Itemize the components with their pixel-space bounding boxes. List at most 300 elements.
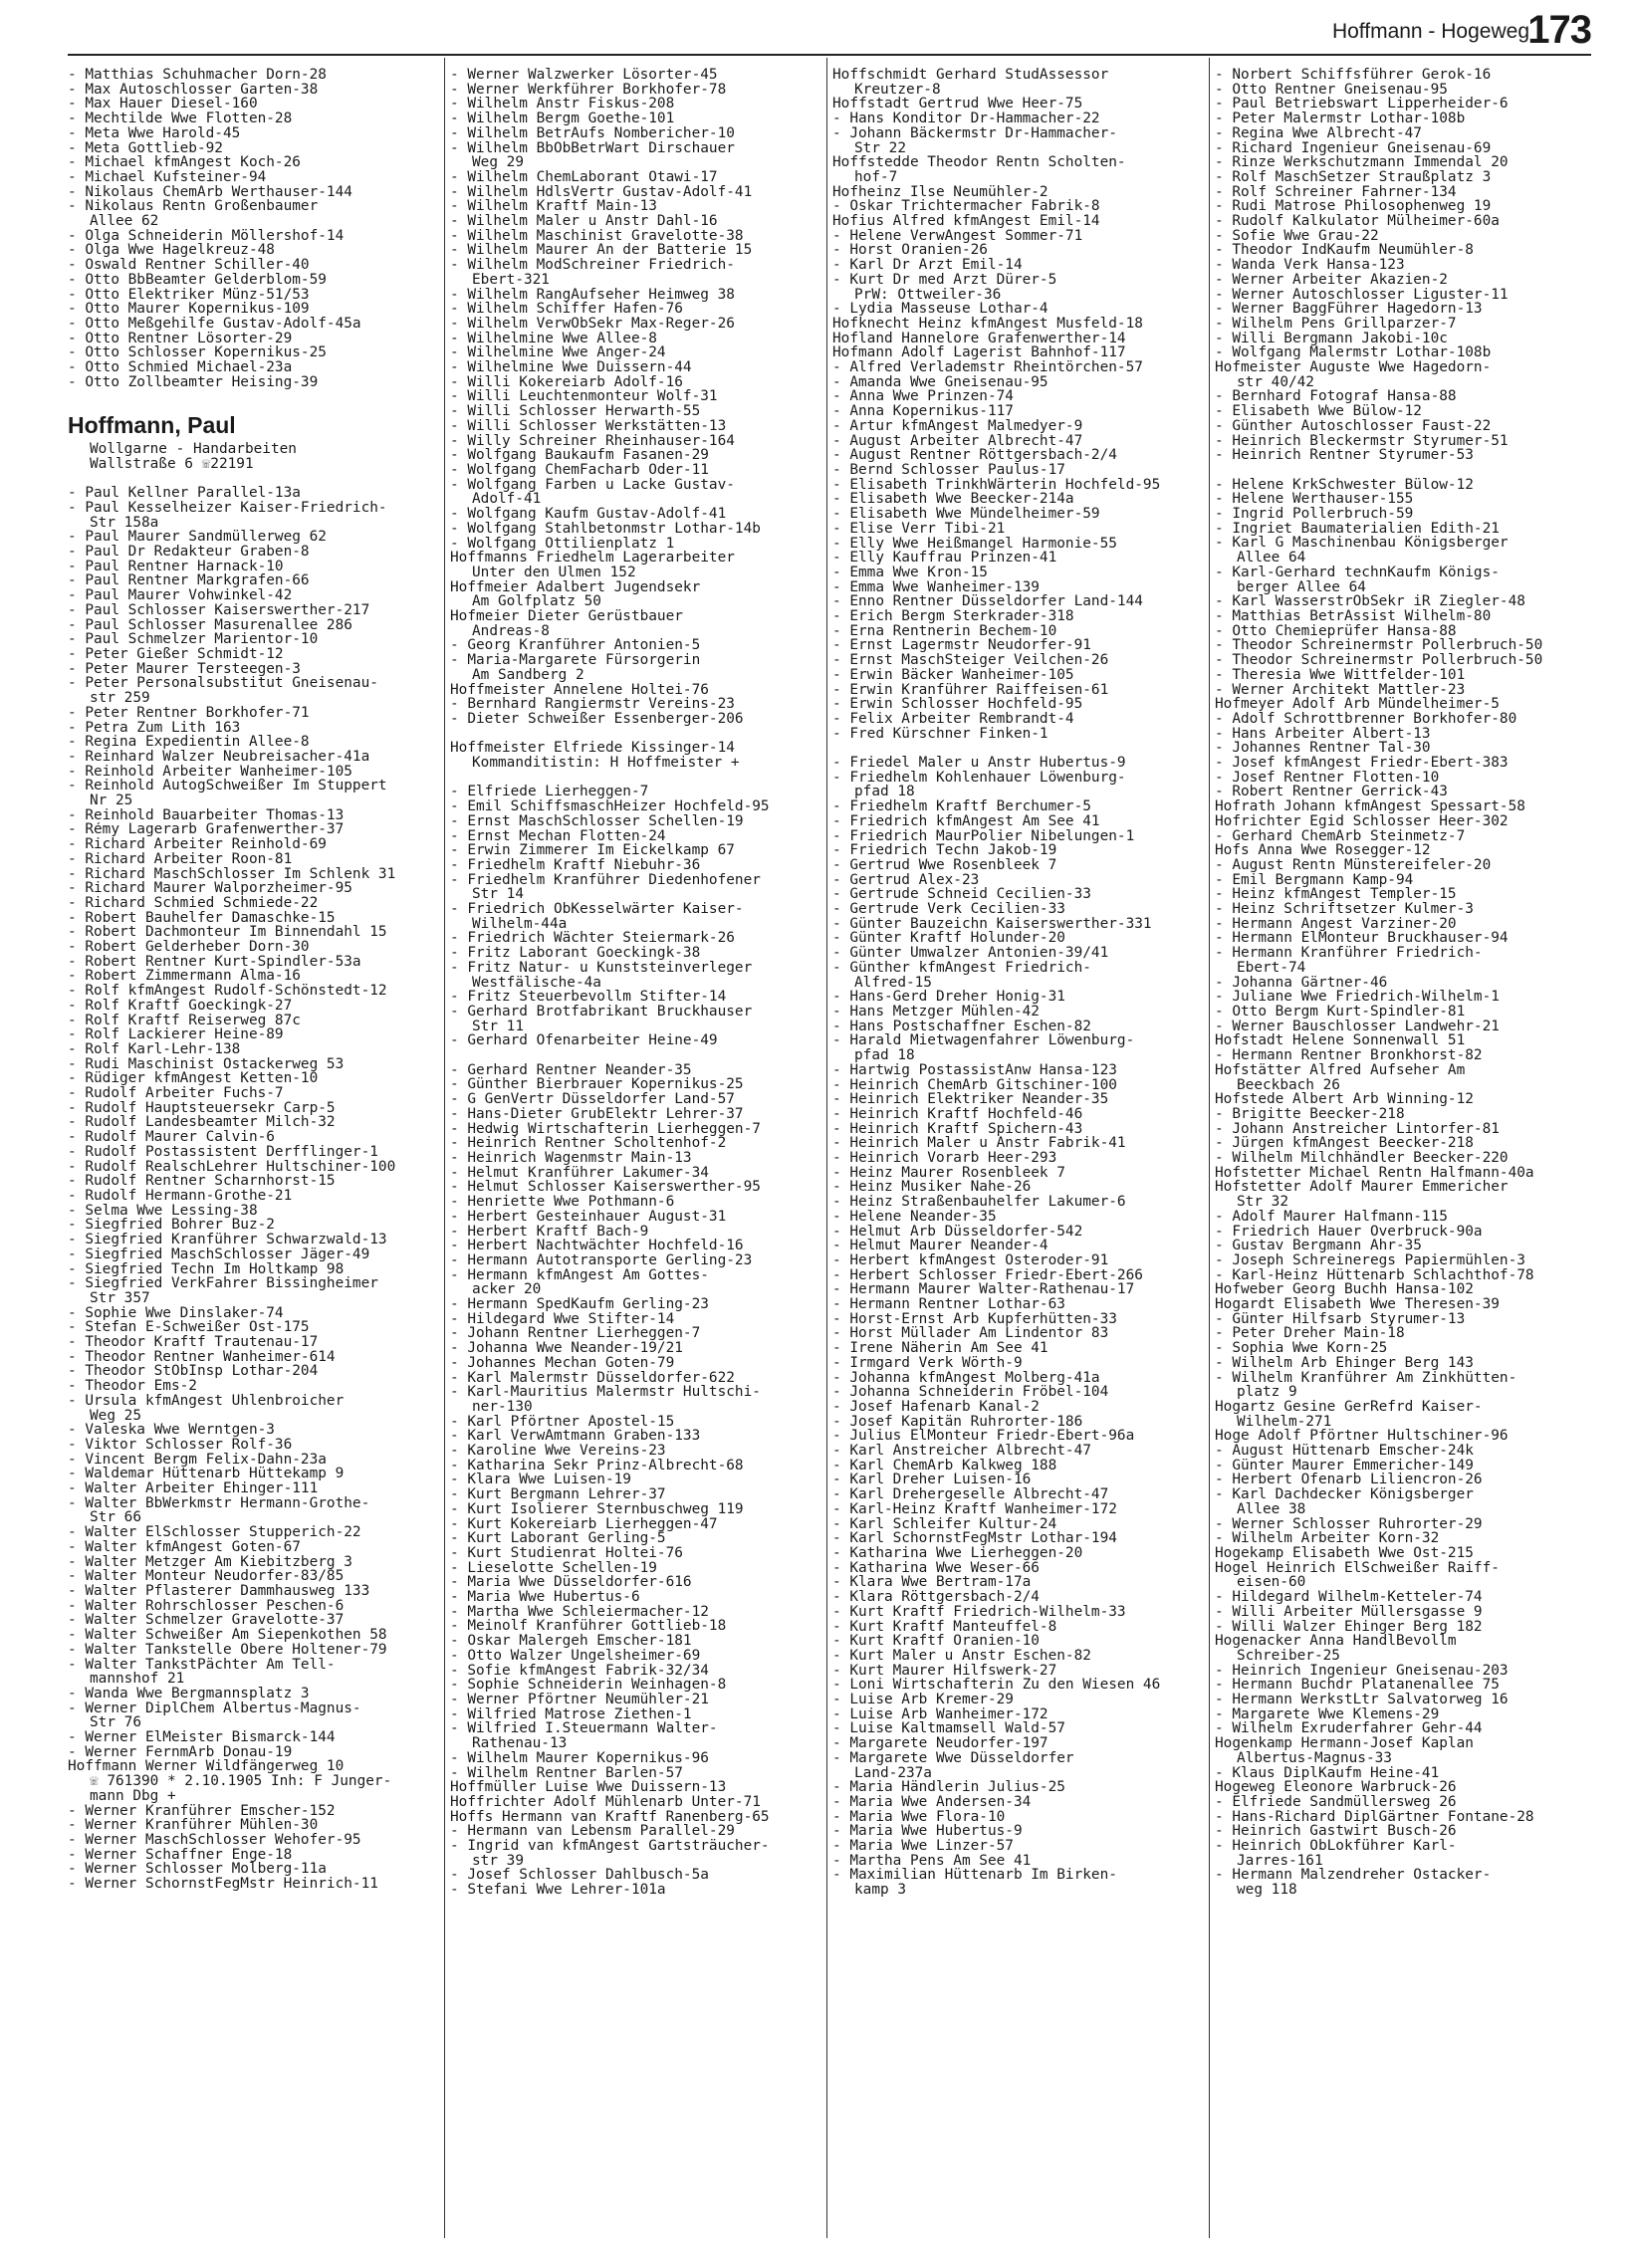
directory-entry: - Hermann kfmAngest Am Gottes- [450,1267,709,1283]
directory-entry: - Loni Wirtschafterin Zu den Wiesen 46 [832,1678,1161,1694]
directory-entry: - Hermann SpedKaufm Gerling-23 [450,1297,709,1312]
directory-entry: - Hermann Malzendreher Ostacker- [1215,1868,1492,1884]
directory-entry: - Günther Autoschlosser Faust-22 [1215,418,1492,434]
directory-entry: - Elisabeth TrinkhWärterin Hochfeld-95 [832,477,1161,493]
directory-entry: - Hermann van Lebensm Parallel-29 [450,1824,735,1840]
directory-entry: - Wilhelm Exruderfahrer Gehr-44 [1215,1721,1483,1737]
directory-entry: - Friedel Maler u Anstr Hubertus-9 [832,756,1126,771]
directory-entry: - Elisabeth Wwe Beecker-214a [832,492,1074,508]
directory-entry: - Willi Walzer Ehinger Berg 182 [1215,1619,1483,1635]
directory-entry: - Elisabeth Wwe Mündelheimer-59 [832,507,1100,522]
directory-entry: - Wolfgang Kaufm Gustav-Adolf-41 [450,507,727,522]
directory-entry: - Richard Arbeiter Roon-81 [68,851,293,867]
directory-entry: - Kurt Bergmann Lehrer-37 [450,1487,666,1502]
entry-continuation: ner-130 [472,1399,533,1415]
running-title: Hoffmann - Hogeweg [1331,20,1529,43]
directory-entry: - Wilhelm Kranführer Am Zinkhütten- [1215,1370,1517,1386]
directory-entry: - Margarete Wwe Klemens-29 [1215,1706,1440,1722]
directory-entry: - Emma Wwe Wanheimer-139 [832,579,1040,595]
directory-entry: - Robert Dachmonteur Im Binnendahl 15 [68,925,387,941]
directory-entry: - Rüdiger kfmAngest Ketten-10 [68,1071,319,1087]
directory-entry: - Friedhelm Kraftf Berchumer-5 [832,799,1091,814]
blank-line [450,727,820,742]
directory-entry: Hoffmanns Friedhelm Lagerarbeiter [450,551,735,566]
directory-entry: Hogenkamp Hermann-Josef Kaplan [1215,1736,1474,1751]
entry-continuation: Str 22 [854,140,906,156]
directory-column-3 [832,68,1201,2238]
directory-entry: - Erwin Bäcker Wanheimer-105 [832,667,1074,683]
directory-entry: Hogenacker Anna HandlBevollm [1215,1634,1457,1649]
directory-entry: - Johanna kfmAngest Molberg-41a [832,1370,1100,1386]
directory-entry: - Wilhelm Maler u Anstr Dahl-16 [450,214,718,229]
directory-entry: - Heinz Straßenbauhelfer Lakumer-6 [832,1195,1126,1210]
directory-entry: - Rolf Karl-Lehr-138 [68,1041,241,1057]
directory-entry: - Wilhelm BetrAufs Nombericher-10 [450,125,735,141]
directory-entry: Hofmeier Dieter Gerüstbauer [450,609,683,624]
directory-entry: - Heinrich Elektriker Neander-35 [832,1092,1109,1107]
directory-entry: - Friedhelm Kraftf Niebuhr-36 [450,857,701,873]
directory-entry: - Maria Wwe Düsseldorfer-616 [450,1575,692,1591]
directory-entry: - Rudolf RealschLehrer Hultschiner-100 [68,1159,396,1175]
directory-entry: - Johann Anstreicher Lintorfer-81 [1215,1121,1500,1137]
directory-entry: - Heinrich ChemArb Gitschiner-100 [832,1077,1117,1093]
directory-entry: Hoge Adolf Pförtner Hultschiner-96 [1215,1429,1509,1445]
directory-entry: - Karl-Heinz Kraftf Wanheimer-172 [832,1501,1117,1517]
directory-entry: - Margarete Wwe Düsseldorfer [832,1750,1074,1766]
directory-entry: - Werner BaggFührer Hagedorn-13 [1215,302,1483,317]
blank-line [450,1048,820,1063]
directory-entry: - Rémy Lagerarb Grafenwerther-37 [68,822,345,838]
directory-entry: Hoffstadt Gertrud Wwe Heer-75 [832,97,1083,113]
directory-entry: - Jürgen kfmAngest Beecker-218 [1215,1136,1474,1152]
directory-entry: Hoffmüller Luise Wwe Duissern-13 [450,1780,727,1795]
directory-entry: - Wolfgang Stahlbetonmstr Lothar-14b [450,521,761,537]
directory-entry: - Hans-Dieter GrubElektr Lehrer-37 [450,1106,744,1122]
directory-entry: - Rolf Lackierer Heine-89 [68,1027,284,1042]
entry-continuation: Wallstraße 6 ☏22191 [90,456,254,472]
directory-entry: - Hans-Richard DiplGärtner Fontane-28 [1215,1809,1534,1825]
directory-entry: - Werner SchornstFegMstr Heinrich-11 [68,1877,378,1892]
directory-entry: - Maria-Margarete Fürsorgerin [450,653,701,668]
directory-entry: - Olga Wwe Hagelkreuz-48 [68,243,275,259]
directory-entry: - Heinrich Gastwirt Busch-26 [1215,1824,1457,1840]
directory-entry: - Willi Kokereiarb Adolf-16 [450,374,683,390]
directory-entry: - Werner Architekt Mattler-23 [1215,682,1466,698]
directory-entry: - Peter Rentner Borkhofer-71 [68,705,310,721]
directory-entry: - Wolfgang Ottilienplatz 1 [450,536,675,552]
entry-continuation: Alfred-15 [854,975,932,991]
entry-continuation: Unter den Ulmen 152 [472,565,636,580]
directory-entry: - Horst-Ernst Arb Kupferhütten-33 [832,1311,1117,1327]
directory-entry: - Helmut Maurer Neander-4 [832,1239,1048,1253]
directory-entry: - Rolf Kraftf Reiserweg 87c [68,1013,301,1028]
directory-entry: - Kurt Maurer Hilfswerk-27 [832,1663,1057,1679]
directory-entry: - Josef Schlosser Dahlbusch-5a [450,1868,709,1884]
directory-entry: - Olga Schneiderin Möllershof-14 [68,228,345,244]
directory-entry: Hofstede Albert Arb Winning-12 [1215,1092,1474,1107]
entry-continuation: ☏ 761390 * 2.10.1905 Inh: F Junger- [90,1774,392,1789]
directory-entry: - Hans Konditor Dr-Hammacher-22 [832,112,1100,126]
directory-entry: - Martha Wwe Schleiermacher-12 [450,1604,709,1620]
directory-entry: - Rudolf Postassistent Derfflinger-1 [68,1144,378,1160]
entry-continuation: kamp 3 [854,1883,906,1898]
section-heading: Hoffmann, Paul [68,412,236,439]
directory-entry: - Josef Hafenarb Kanal-2 [832,1399,1040,1415]
directory-entry: - Herbert Kraftf Bach-9 [450,1224,649,1240]
entry-continuation: Ebert-74 [1237,960,1306,976]
directory-entry: - Robert Rentner Kurt-Spindler-53a [68,954,361,970]
directory-entry: Hofheinz Ilse Neumühler-2 [832,184,1048,200]
directory-entry: Hofstätter Alfred Aufseher Am [1215,1062,1466,1078]
directory-entry: - Waldemar Hüttenarb Hüttekamp 9 [68,1467,345,1482]
directory-entry: - Willy Schreiner Rheinhauser-164 [450,433,735,449]
entry-continuation: Str 11 [472,1019,524,1034]
directory-entry: - Otto Chemieprüfer Hansa-88 [1215,623,1457,639]
directory-entry: - Heinrich Kraftf Spichern-43 [832,1121,1083,1137]
entry-continuation: eisen-60 [1237,1575,1306,1591]
directory-entry: - Werner Autoschlosser Liguster-11 [1215,287,1509,303]
directory-entry: - Otto Schmied Michael-23a [68,360,293,375]
directory-entry: - Heinrich Wagenmstr Main-13 [450,1150,692,1166]
directory-entry: - Willi Schlosser Herwarth-55 [450,404,701,419]
directory-entry: - Georg Kranführer Antonien-5 [450,638,701,654]
directory-entry: - Kurt Kokereiarb Lierheggen-47 [450,1516,718,1532]
directory-entry: - Matthias BetrAssist Wilhelm-80 [1215,609,1492,624]
directory-entry: - Michael Kufsteiner-94 [68,169,267,185]
directory-entry: - Bernhard Fotograf Hansa-88 [1215,389,1457,405]
directory-entry: - Rudolf Maurer Calvin-6 [68,1130,275,1145]
directory-entry: Hoffstedde Theodor Rentn Scholten- [832,155,1126,170]
directory-entry: - Heinrich Ingenieur Gneisenau-203 [1215,1663,1509,1679]
directory-entry: - Werner Schlosser Molberg-11a [68,1862,327,1878]
page-header [0,0,1631,60]
directory-entry: - Emma Wwe Kron-15 [832,565,988,580]
entry-continuation: Jarres-161 [1237,1853,1323,1869]
directory-entry: Hoffschmidt Gerhard StudAssessor [832,68,1109,83]
directory-entry: - Willi Bergmann Jakobi-10c [1215,331,1448,346]
directory-entry: - August Rentn Münstereifeler-20 [1215,857,1492,873]
directory-entry: - Elise Verr Tibi-21 [832,521,1006,537]
directory-entry: - Brigitte Beecker-218 [1215,1106,1405,1122]
directory-entry: - Ernst Mechan Flotten-24 [450,828,666,844]
directory-entry: Hofius Alfred kfmAngest Emil-14 [832,214,1100,229]
entry-continuation: acker 20 [472,1282,542,1298]
entry-continuation: str 39 [472,1853,524,1869]
directory-entry: - Gerhard Rentner Neander-35 [450,1062,692,1078]
directory-entry: Hofstetter Adolf Maurer Emmericher [1215,1180,1509,1196]
directory-entry: - Werner DiplChem Albertus-Magnus- [68,1701,361,1716]
entry-continuation: Am Golfplatz 50 [472,594,601,610]
directory-entry: - Fritz Laborant Goeckingk-38 [450,946,701,961]
directory-entry: - Peter Malermstr Lothar-108b [1215,112,1466,126]
directory-entry: - Wilhelm ModSchreiner Friedrich- [450,258,735,273]
directory-entry: - Johann Rentner Lierheggen-7 [450,1326,701,1342]
directory-entry: - Otto Schlosser Kopernikus-25 [68,345,327,361]
directory-entry: - Josef Kapitän Ruhrorter-186 [832,1414,1083,1430]
blank-line [832,741,1201,756]
directory-entry: - Heinrich Vorarb Heer-293 [832,1151,1057,1166]
directory-entry: - Friedrich Hauer Overbruck-90a [1215,1224,1483,1240]
entry-continuation: Nr 25 [90,794,133,808]
directory-entry: - Heinz Schriftsetzer Kulmer-3 [1215,902,1474,917]
directory-entry: - Rolf Kraftf Goeckingk-27 [68,998,293,1014]
directory-entry: - Karl WasserstrObSekr iR Ziegler-48 [1215,594,1525,609]
directory-entry: - Paul Kesselheizer Kaiser-Friedrich- [68,500,387,516]
directory-entry: - Klara Röttgersbach-2/4 [832,1590,1040,1605]
directory-entry: - Rudi Maschinist Ostackerweg 53 [68,1056,345,1072]
directory-entry: - Friedrich MaurPolier Nibelungen-1 [832,828,1135,844]
column-divider [826,58,827,2238]
directory-entry: - Herbert Schlosser Friedr-Ebert-266 [832,1267,1143,1283]
directory-entry: - Stefani Wwe Lehrer-101a [450,1883,666,1898]
directory-entry: - Hans Arbeiter Albert-13 [1215,726,1431,742]
directory-entry: Hofweber Georg Buchh Hansa-102 [1215,1282,1474,1298]
directory-entry: - Joseph Schreineregs Papiermühlen-3 [1215,1252,1525,1268]
entry-continuation: mann Dbg + [90,1788,176,1804]
directory-entry: - Robert Zimmermann Alma-16 [68,969,301,985]
directory-entry: - Richard MaschSchlosser Im Schlenk 31 [68,866,396,882]
entry-continuation: Wilhelm-271 [1237,1414,1332,1430]
directory-entry: - Helmut Arb Düsseldorfer-542 [832,1224,1083,1240]
directory-entry: - Enno Rentner Düsseldorfer Land-144 [832,594,1143,610]
directory-entry: - Michael kfmAngest Koch-26 [68,155,301,170]
directory-entry: - Klara Wwe Luisen-19 [450,1473,631,1488]
entry-continuation: str 259 [90,691,150,706]
directory-entry: - Horst Müllader Am Lindentor 83 [832,1326,1109,1342]
directory-entry: - Rudolf Landesbeamter Milch-32 [68,1115,336,1131]
directory-entry: - Maria Wwe Andersen-34 [832,1794,1032,1810]
directory-entry: - Theresia Wwe Wittfelder-101 [1215,667,1466,683]
entry-continuation: Str 14 [472,887,524,903]
directory-entry: - Oskar Trichtermacher Fabrik-8 [832,199,1100,215]
directory-entry: - Werner FernmArb Donau-19 [68,1744,293,1760]
directory-entry: - Irmgard Verk Wörth-9 [832,1355,1023,1371]
directory-entry: - Wilhelmine Wwe Duissern-44 [450,360,692,375]
directory-entry: - Walter Schweißer Am Siepenkothen 58 [68,1628,387,1643]
directory-entry: - Maximilian Hüttenarb Im Birken- [832,1868,1117,1884]
entry-continuation: Schreiber-25 [1237,1648,1340,1664]
directory-entry: - Elly Kauffrau Prinzen-41 [832,551,1057,566]
directory-entry: - Hedwig Wirtschafterin Lierheggen-7 [450,1121,761,1137]
directory-entry: - Wolfgang ChemFacharb Oder-11 [450,462,709,478]
directory-entry: - Günther kfmAngest Friedrich- [832,960,1091,976]
directory-entry: - Regina Wwe Albrecht-47 [1215,125,1422,141]
directory-entry: - Helene Neander-35 [832,1209,997,1225]
directory-entry: Hofstadt Helene Sonnenwall 51 [1215,1033,1466,1049]
entry-continuation: Am Sandberg 2 [472,667,584,683]
directory-entry: - Gerhard Ofenarbeiter Heine-49 [450,1033,718,1049]
directory-entry: - Hermann Rentner Bronkhorst-82 [1215,1048,1483,1063]
directory-entry: - Meta Gottlieb-92 [68,140,223,156]
entry-continuation: Andreas-8 [472,623,550,639]
directory-entry: - Bernhard Rangiermstr Vereins-23 [450,697,735,712]
directory-entry: - Katharina Wwe Lierheggen-20 [832,1546,1083,1561]
directory-entry: Hofmann Adolf Lagerist Bahnhof-117 [832,345,1126,361]
directory-entry: - Karl-Gerhard technKaufm Königs- [1215,565,1500,580]
directory-entry: - Herbert Nachtwächter Hochfeld-16 [450,1239,744,1253]
directory-entry: - Wolfgang Baukaufm Fasanen-29 [450,448,709,463]
directory-entry: - G GenVertr Düsseldorfer Land-57 [450,1092,735,1107]
directory-entry: - Johanna Schneiderin Fröbel-104 [832,1385,1109,1400]
directory-entry: - Otto Zollbeamter Heising-39 [68,374,319,390]
directory-entry: - Oskar Malergeh Emscher-181 [450,1634,692,1649]
directory-entry: - Regina Expedientin Allee-8 [68,735,310,750]
directory-entry: - Rudolf Rentner Scharnhorst-15 [68,1174,336,1189]
directory-entry: - Siegfried Kranführer Schwarzwald-13 [68,1233,387,1247]
directory-entry: Hoffmeister Elfriede Kissinger-14 [450,741,735,757]
directory-entry: - Friedrich Wächter Steiermark-26 [450,931,735,947]
directory-entry: - Siegfried MaschSchlosser Jäger-49 [68,1247,370,1262]
directory-entry: - Maria Wwe Linzer-57 [832,1839,1014,1854]
directory-entry: - Robert Bauhelfer Damaschke-15 [68,910,336,926]
directory-entry: - Nikolaus Rentn Großenbaumer [68,199,319,215]
directory-entry: Hogeweg Eleonore Warbruck-26 [1215,1780,1457,1795]
entry-continuation: Wollgarne - Handarbeiten [90,442,297,457]
directory-entry: - Karl Malermstr Düsseldorfer-622 [450,1370,735,1386]
directory-entry: - Werner Kranführer Emscher-152 [68,1803,336,1819]
directory-entry: - Hildegard Wwe Stifter-14 [450,1311,675,1327]
directory-entry: - Wilhelm Milchhändler Beecker-220 [1215,1151,1509,1166]
directory-entry: - Rolf Schreiner Fahrner-134 [1215,184,1457,200]
entry-continuation: Ebert-321 [472,272,550,288]
directory-entry: - Paul Kellner Parallel-13a [68,486,301,501]
directory-entry: Hoffmeister Annelene Holtei-76 [450,682,709,698]
directory-entry: - Karl Drehergeselle Albrecht-47 [832,1487,1109,1502]
directory-entry: Hofs Anna Wwe Rosegger-12 [1215,843,1431,858]
directory-entry: - Wilhelm ChemLaborant Otawi-17 [450,169,718,185]
directory-entry: - Katharina Wwe Weser-66 [832,1560,1040,1576]
directory-entry: Hofstetter Michael Rentn Halfmann-40a [1215,1165,1534,1181]
directory-entry: - Reinhold Arbeiter Wanheimer-105 [68,764,352,780]
directory-entry: - Karl G Maschinenbau Königsberger [1215,536,1509,552]
entry-continuation: platz 9 [1237,1385,1297,1400]
directory-entry: Hofknecht Heinz kfmAngest Musfeld-18 [832,316,1143,332]
entry-continuation: Str 158a [90,515,159,531]
directory-entry: - Heinrich Rentner Styrumer-53 [1215,448,1474,463]
directory-entry: Hoffmann Werner Wildfängerweg 10 [68,1759,345,1775]
directory-entry: - Sophia Wwe Korn-25 [1215,1341,1388,1356]
entry-continuation: Weg 29 [472,155,524,170]
entry-continuation: Wilhelm-44a [472,916,568,932]
directory-entry: - Siegfried Techn Im Holtkamp 98 [68,1261,345,1277]
directory-entry: - Helene VerwAngest Sommer-71 [832,228,1083,244]
directory-column-2 [450,68,820,2238]
directory-entry: - Artur kfmAngest Malmedyer-9 [832,418,1083,434]
directory-entry: - Karoline Wwe Vereins-23 [450,1444,666,1459]
directory-entry: - Heinz Maurer Rosenbleek 7 [832,1165,1065,1181]
directory-entry: - Norbert Schiffsführer Gerok-16 [1215,68,1492,83]
directory-entry: - Irene Näherin Am See 41 [832,1341,1048,1356]
directory-entry: - Rudolf Hauptsteuersekr Carp-5 [68,1100,336,1116]
entry-continuation: pfad 18 [854,1048,915,1063]
directory-entry: - Hildegard Wilhelm-Ketteler-74 [1215,1590,1483,1605]
entry-continuation: pfad 18 [854,785,915,800]
directory-entry: - Werner Schlosser Ruhrorter-29 [1215,1516,1483,1532]
directory-entry: - Adolf Maurer Halfmann-115 [1215,1209,1448,1225]
directory-entry: - Ernst MaschSchlosser Schellen-19 [450,813,744,829]
directory-entry: - Friedhelm Kranführer Diedenhofener [450,872,761,888]
directory-entry: - Friedrich Techn Jakob-19 [832,843,1057,858]
directory-entry: - Johanna Wwe Neander-19/21 [450,1341,683,1356]
directory-entry: - Lydia Masseuse Lothar-4 [832,302,1048,317]
directory-entry: Hogardt Elisabeth Wwe Theresen-39 [1215,1297,1500,1312]
entry-continuation: Str 66 [90,1510,141,1526]
directory-entry: - Wilhelm Arb Ehinger Berg 143 [1215,1355,1474,1371]
directory-entry: - Karl-Mauritius Malermstr Hultschi- [450,1385,761,1400]
directory-entry: Hoffmeier Adalbert Jugendsekr [450,579,701,595]
directory-entry: - Elfriede Sandmüllersweg 26 [1215,1794,1457,1810]
directory-entry: - Luise Arb Kremer-29 [832,1693,1014,1707]
directory-entry: - Werner Kranführer Mühlen-30 [68,1818,319,1833]
directory-entry: - Harald Mietwagenfahrer Löwenburg- [832,1033,1135,1049]
directory-entry: - Wilhelmine Wwe Allee-8 [450,331,657,346]
directory-entry: - Kurt Laborant Gerling-5 [450,1531,666,1546]
directory-entry: - Friedhelm Kohlenhauer Löwenburg- [832,770,1126,786]
directory-entry: - Reinhard Walzer Neubreisacher-41a [68,749,370,765]
directory-entry: - Fritz Natur- u Kunststeinverleger [450,960,753,976]
directory-entry: - Heinrich Maler u Anstr Fabrik-41 [832,1136,1126,1152]
directory-entry: - Gertrude Schneid Cecilien-33 [832,887,1091,903]
directory-entry: - Heinrich ObLokführer Karl- [1215,1839,1457,1854]
directory-entry: - Wolfgang Malermstr Lothar-108b [1215,345,1492,361]
directory-entry: - Dieter Schweißer Essenberger-206 [450,711,744,727]
directory-entry: - Paul Maurer Vohwinkel-42 [68,588,293,603]
entry-continuation: Adolf-41 [472,492,542,508]
directory-entry: - Wilhelm Rentner Barlen-57 [450,1765,683,1781]
directory-entry: - Kurt Kraftf Friedrich-Wilhelm-33 [832,1604,1126,1620]
directory-entry: - Ernst MaschSteiger Veilchen-26 [832,653,1109,668]
directory-entry: - Maria Händlerin Julius-25 [832,1780,1065,1795]
directory-entry: - Robert Gelderheber Dorn-30 [68,940,310,955]
directory-entry: - Siegfried VerkFahrer Bissingheimer [68,1276,378,1291]
directory-entry: - Theodor StObInsp Lothar-204 [68,1364,319,1380]
directory-entry: - Bernd Schlosser Paulus-17 [832,462,1065,478]
directory-entry: - Hermann Rentner Lothar-63 [832,1297,1065,1312]
directory-entry: - Martha Pens Am See 41 [832,1853,1032,1869]
directory-entry: - Peter Maurer Tersteegen-3 [68,661,301,677]
directory-entry: - Sophie Wwe Dinslaker-74 [68,1305,284,1321]
directory-entry: - Günther Bierbrauer Kopernikus-25 [450,1077,744,1093]
directory-entry: - Karl Dr Arzt Emil-14 [832,258,1023,273]
directory-entry: - Helene KrkSchwester Bülow-12 [1215,477,1474,493]
directory-entry: - Werner Werkführer Borkhofer-78 [450,82,727,98]
entry-continuation: Weg 25 [90,1408,141,1424]
directory-entry: - Nikolaus ChemArb Werthauser-144 [68,184,352,200]
directory-entry: - Vincent Bergm Felix-Dahn-23a [68,1452,327,1468]
entry-continuation: str 40/42 [1237,374,1314,390]
directory-entry: - Wilhelm Anstr Fiskus-208 [450,97,675,113]
directory-entry: - Werner Arbeiter Akazien-2 [1215,272,1448,288]
directory-entry: - Paul Dr Redakteur Graben-8 [68,545,310,560]
directory-entry: - Otto Walzer Ungelsheimer-69 [450,1648,701,1664]
directory-entry: Hofrichter Egid Schlosser Heer-302 [1215,813,1509,829]
directory-entry: - Maria Wwe Hubertus-9 [832,1824,1023,1840]
directory-entry: - Oswald Rentner Schiller-40 [68,258,310,273]
directory-entry: - Willi Arbeiter Müllersgasse 9 [1215,1604,1483,1620]
directory-entry: - Hans Metzger Mühlen-42 [832,1004,1040,1020]
header-rule [68,54,1591,56]
directory-column-1 [68,68,442,2238]
directory-entry: - Karl SchornstFegMstr Lothar-194 [832,1531,1117,1546]
directory-entry: - Felix Arbeiter Rembrandt-4 [832,711,1074,727]
entry-continuation: Str 76 [90,1715,141,1731]
directory-entry: - Peter Dreher Main-18 [1215,1326,1405,1342]
directory-entry: - Emil SchiffsmaschHeizer Hochfeld-95 [450,799,770,814]
directory-entry: - Walter Schmelzer Gravelotte-37 [68,1613,345,1629]
directory-entry: - Kurt Maler u Anstr Eschen-82 [832,1648,1091,1664]
directory-entry: - Margarete Neudorfer-197 [832,1736,1048,1751]
directory-entry: - Paul Maurer Sandmüllerweg 62 [68,530,327,546]
